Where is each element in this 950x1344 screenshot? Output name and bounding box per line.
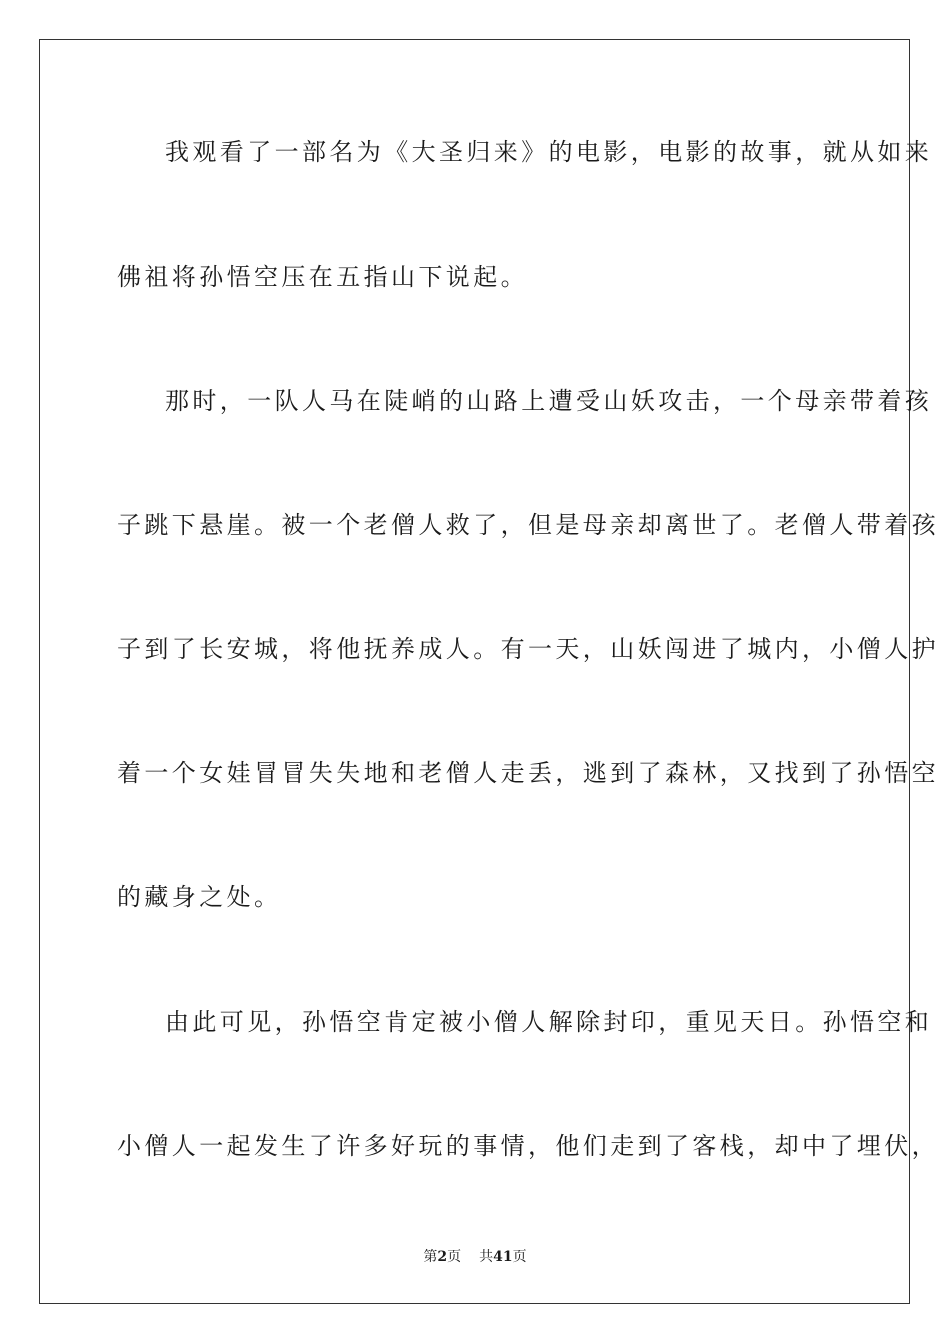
paragraph-3-line-1: 由此可见，孙悟空肯定被小僧人解除封印，重见天日。孙悟空和 — [165, 1008, 933, 1036]
page-border — [39, 39, 939, 1304]
paragraph-3-line-2: 小僧人一起发生了许多好玩的事情，他们走到了客栈，却中了埋伏， — [117, 1132, 939, 1160]
paragraph-1-line-2: 佛祖将孙悟空压在五指山下说起。 — [117, 263, 528, 291]
page-number-label: 第2页 — [423, 1249, 462, 1265]
total-pages-label: 共41页 — [479, 1249, 527, 1265]
paragraph-2-line-5: 的藏身之处。 — [117, 883, 282, 911]
paragraph-2-line-3: 子到了长安城，将他抚养成人。有一天，山妖闯进了城内，小僧人护 — [117, 635, 939, 663]
paragraph-2-line-2: 子跳下悬崖。被一个老僧人救了，但是母亲却离世了。老僧人带着孩 — [117, 511, 939, 539]
paragraph-2-line-4: 着一个女娃冒冒失失地和老僧人走丢，逃到了森林，又找到了孙悟空 — [117, 759, 939, 787]
paragraph-2-line-1: 那时，一队人马在陡峭的山路上遭受山妖攻击，一个母亲带着孩 — [165, 387, 933, 415]
paragraph-1-line-1: 我观看了一部名为《大圣归来》的电影，电影的故事，就从如来 — [165, 138, 933, 166]
page-footer — [0, 1247, 950, 1267]
